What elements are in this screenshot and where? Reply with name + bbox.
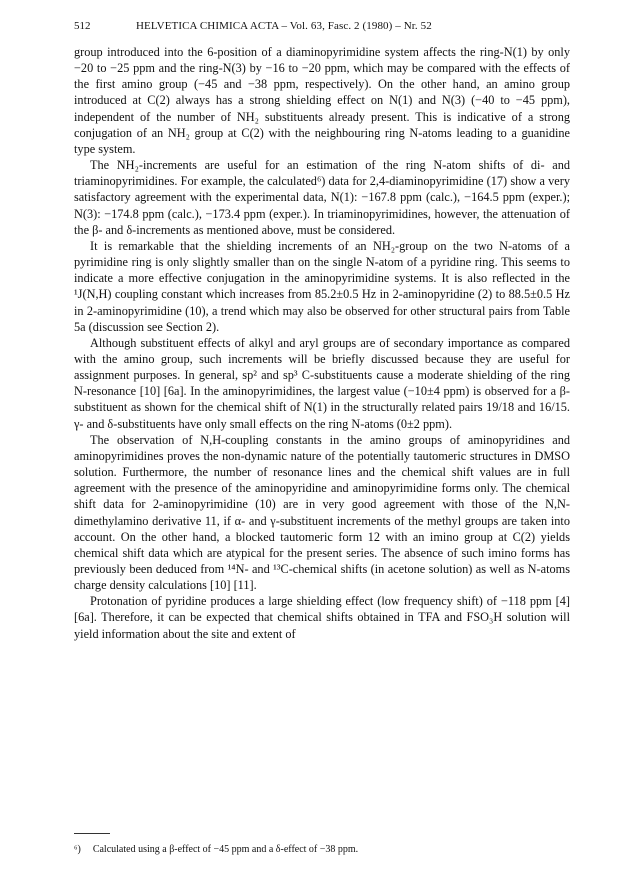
paragraph-nh2-increments: The NH₂-increments are useful for an estimation of the ring N-atom shifts of di- and triaminopyrimidines. For example, the calculated⁶) data for 2,4-diaminopyrimidine (17) show a very satisfactory agreement with the experimental data, N(1): −167.8 ppm (calc.), −164.5 ppm (exper.); N(3): −174.8 ppm (calc.), −173.4 ppm (exper.). In triaminopyrimidines, however, the attenuation of the β- and δ-increments as mentioned above, must be considered. (74, 158, 570, 237)
paragraph-protonation: Protonation of pyridine produces a large shielding effect (low frequency shift) of −118 ppm [4] [6a]. Therefore, it can be expected that chemical shifts obtained in TFA and FSO₃H solution will yield information about the site and extent of (74, 594, 570, 641)
paragraph-shielding-increments: It is remarkable that the shielding increments of an NH₂-group on the two N-atoms of a pyrimidine ring is only slightly smaller than on the single N-atom of a pyridine ring. This seems to indicate a more effective conjugation in the aminopyrimidine systems. It is also reflected in the ¹J(N,H) coupling constant which increases from 85.2±0.5 Hz in 2-aminopyridine (2) to 88.5±0.5 Hz in 2-aminopyrimidine (10), a trend which may also be observed for other structural pairs from Table 5a (discussion see Section 2). (74, 238, 570, 334)
page-header (74, 20, 570, 36)
page-number: 512 (74, 20, 91, 32)
paragraph-nh-coupling: The observation of N,H-coupling constants in the amino groups of aminopyridines and aminopyrimidines proves the non-dynamic nature of the potentially tautomeric structures in DMSO solution. Furthermore, the number of resonance lines and the chemical shift values are in full agreement with the presence of the aminopyridine and aminopyrimidine forms only. The chemical shift data for 2-aminopyrimidine (10) are in very good agreement with those of the N,N-dimethylamino derivative 11, if α- and γ-substituent increments of the methyl groups are taken into account. On the other hand, a blocked tautomeric form 12 with an imino group at C(2) yields chemical shift data which are atypical for the present series. The absence of such imino forms has previously been deduced from ¹⁴N- and ¹³C-chemical shifts (in acetone solution) as well as N-atoms charge density calculations [10] [11]. (74, 432, 570, 593)
paragraph-continuation: group introduced into the 6-position of a diaminopyrimidine system affects the ring-N(1) by only −20 to −25 ppm and the ring-N(3) by −16 to −20 ppm, which may be compared with the effects of the first amino group (−45 and −38 ppm, respectively). On the other hand, an amino group introduced at C(2) always has a strong shielding effect on N(1) and N(3) (−40 to −45 ppm), independent of the number of NH₂ substituents already present. This is indicative of a strong conjugation of an NH₂ group at C(2) with the neighbouring ring N-atoms leading to a guanidine type system. (74, 45, 570, 156)
paragraph-alkyl-aryl-effects: Although substituent effects of alkyl and aryl groups are of secondary importance as compared with the amino group, such increments will be briefly discussed because they are useful for assignment purposes. In general, sp² and sp³ C-substituents cause a moderate shielding of the ring N-resonance [10] [6a]. In the aminopyrimidines, the largest value (−10±4 ppm) is observed for a β-substituent as shown for the chemical shift of N(1) in the structurally related pairs 19/18 and 16/15. γ- and δ-substituents have only small effects on the ring N-atoms (0±2 ppm). (74, 335, 570, 431)
footnote (74, 843, 570, 856)
article-body (74, 44, 570, 642)
running-head: HELVETICA CHIMICA ACTA – Vol. 63, Fasc. 2 (1980) – Nr. 52 (136, 20, 432, 32)
footnote-divider (74, 833, 110, 834)
footnote-text: Calculated using a β-effect of −45 ppm and a δ-effect of −38 ppm. (92, 844, 359, 855)
footnote-marker: ⁶) (74, 844, 81, 855)
